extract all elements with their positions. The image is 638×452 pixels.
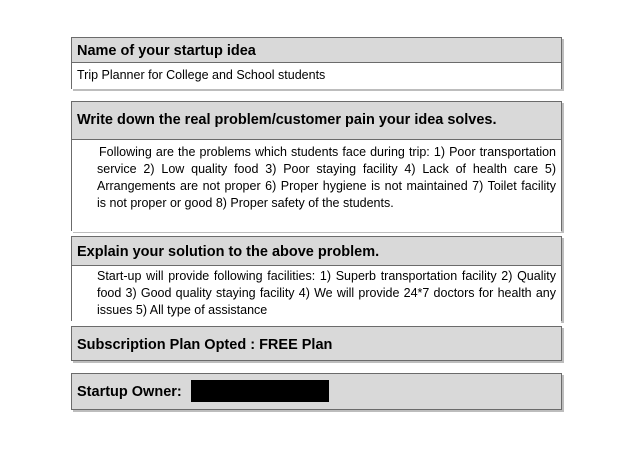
problem-section	[71, 101, 562, 231]
problem-heading: Write down the real problem/customer pain your idea solves.	[77, 112, 497, 128]
startup-name-value: Trip Planner for College and School students	[72, 62, 561, 89]
startup-owner-label: Startup Owner:	[77, 384, 182, 400]
solution-text: Start-up will provide following facilities: 1) Superb transportation facility 2) Quality food 3) Good quality staying facility 4) We will provide 24*7 doctors for health any issues 5) All type of assistance	[72, 265, 561, 323]
problem-text: Following are the problems which students face during trip: 1) Poor transportation service 2) Low quality food 3) Poor staying facility 4) Lack of health care 5) Arrangements are not proper 6) Proper hygiene is not maintained 7) Toilet facility is not proper or good 8) Proper safety of the students.	[72, 139, 561, 232]
startup-owner-section	[71, 373, 562, 410]
subscription-plan-section	[71, 326, 562, 361]
startup-name-section	[71, 37, 562, 89]
startup-name-heading: Name of your startup idea	[77, 43, 256, 59]
subscription-plan-label: Subscription Plan Opted : FREE Plan	[77, 337, 333, 353]
solution-heading: Explain your solution to the above problem.	[77, 244, 380, 260]
owner-name-redaction	[191, 380, 329, 402]
solution-section	[71, 236, 562, 321]
